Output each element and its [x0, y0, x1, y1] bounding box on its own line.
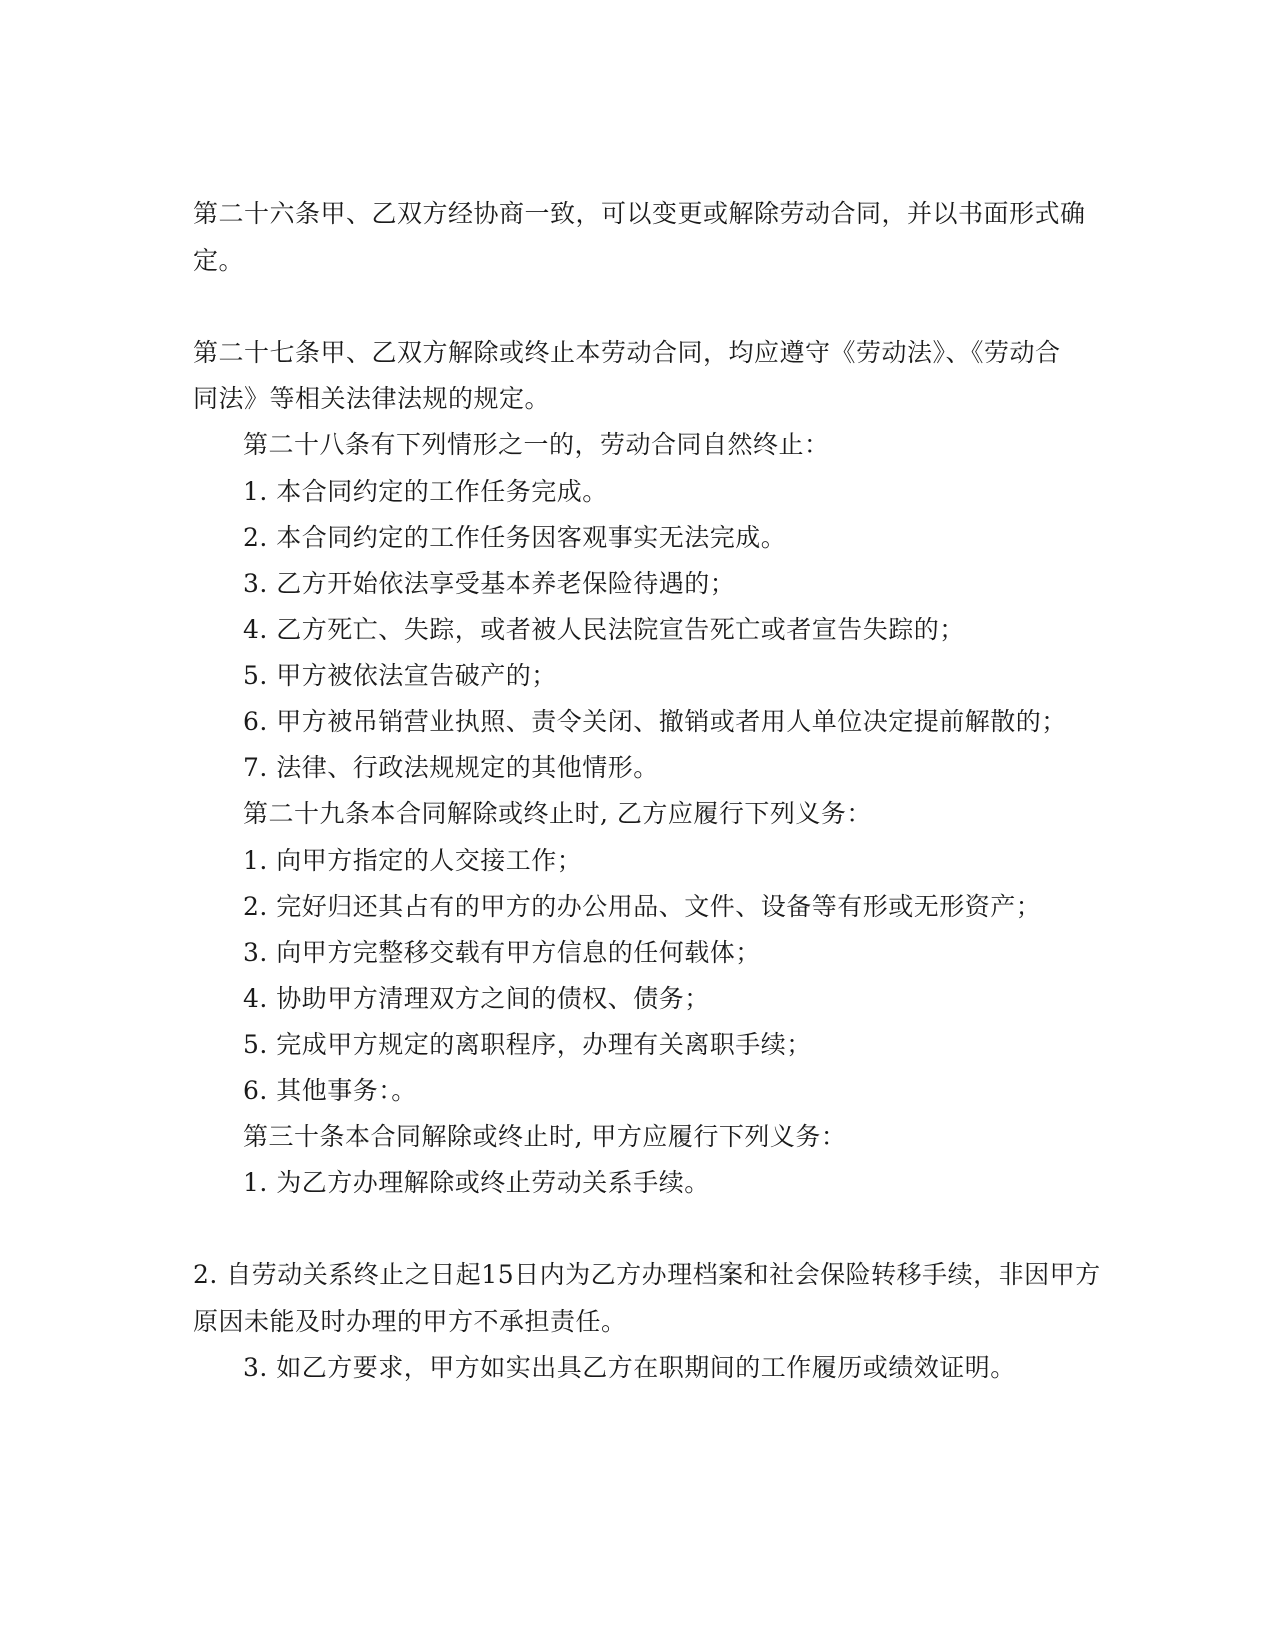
- article-26-line-2: 定。: [193, 246, 245, 275]
- article-28-item-7: 7. 法律、行政法规规定的其他情形。: [243, 753, 659, 782]
- article-30-item-1: 1. 为乙方办理解除或终止劳动关系手续。: [243, 1168, 710, 1197]
- article-28-heading: 第二十八条有下列情形之一的，劳动合同自然终止：: [243, 430, 830, 459]
- article-29-item-2: 2. 完好归还其占有的甲方的办公用品、文件、设备等有形或无形资产；: [243, 892, 1042, 921]
- article-29-heading: 第二十九条本合同解除或终止时, 乙方应履行下列义务：: [243, 799, 872, 828]
- article-28-item-1: 1. 本合同约定的工作任务完成。: [243, 477, 608, 506]
- article-29-item-1: 1. 向甲方指定的人交接工作；: [243, 846, 583, 875]
- article-26-line-1: 第二十六条甲、乙双方经协商一致，可以变更或解除劳动合同，并以书面形式确: [193, 199, 1086, 228]
- article-29-item-3: 3. 向甲方完整移交载有甲方信息的任何载体；: [243, 938, 761, 967]
- article-28-item-5: 5. 甲方被依法宣告破产的；: [243, 661, 557, 690]
- article-28-item-4: 4. 乙方死亡、失踪，或者被人民法院宣告死亡或者宣告失踪的；: [243, 615, 965, 644]
- article-29-item-5: 5. 完成甲方规定的离职程序，办理有关离职手续；: [243, 1030, 812, 1059]
- article-28-item-3: 3. 乙方开始依法享受基本养老保险待遇的；: [243, 569, 736, 598]
- article-30-item-2-line-1: 2. 自劳动关系终止之日起15日内为乙方办理档案和社会保险转移手续，非因甲方: [193, 1260, 1101, 1289]
- article-30-item-3: 3. 如乙方要求，甲方如实出具乙方在职期间的工作履历或绩效证明。: [243, 1353, 1016, 1382]
- article-30-item-2-line-2: 原因未能及时办理的甲方不承担责任。: [193, 1307, 627, 1336]
- article-27-line-2: 同法》等相关法律法规的规定。: [193, 384, 551, 413]
- article-30-heading: 第三十条本合同解除或终止时, 甲方应履行下列义务：: [243, 1122, 847, 1151]
- article-28-item-6: 6. 甲方被吊销营业执照、责令关闭、撤销或者用人单位决定提前解散的；: [243, 707, 1067, 736]
- article-28-item-2: 2. 本合同约定的工作任务因客观事实无法完成。: [243, 523, 787, 552]
- article-27-line-1: 第二十七条甲、乙双方解除或终止本劳动合同，均应遵守《劳动法》、《劳动合: [193, 338, 1061, 367]
- article-29-item-6: 6. 其他事务：。: [243, 1076, 417, 1105]
- article-29-item-4: 4. 协助甲方清理双方之间的债权、债务；: [243, 984, 710, 1013]
